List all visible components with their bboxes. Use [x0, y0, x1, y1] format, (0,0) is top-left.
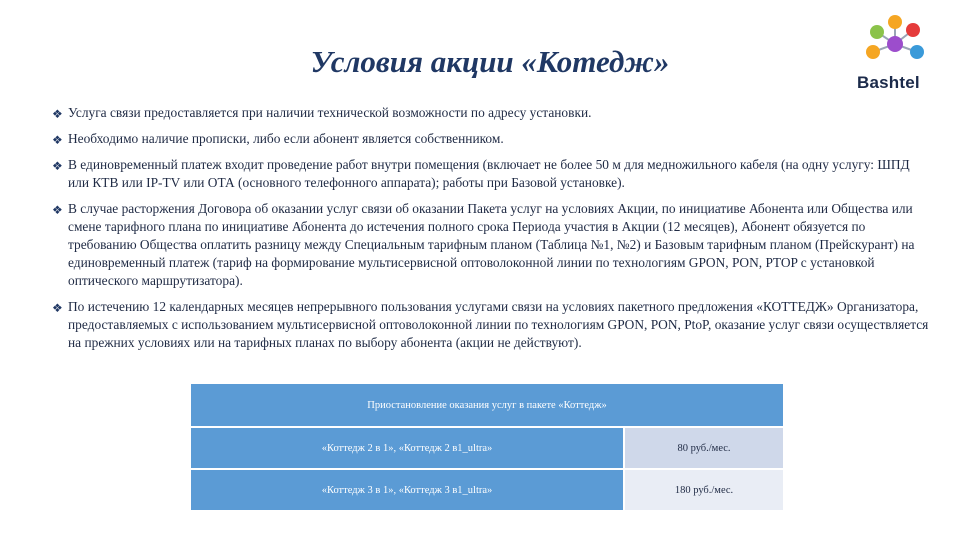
list-item — [52, 104, 932, 122]
diamond-bullet-icon: ❖ — [52, 203, 63, 217]
logo-segment — [888, 15, 902, 29]
package-name-cell: «Коттедж 3 в 1», «Коттедж 3 в1_ultra» — [191, 468, 625, 510]
price-cell: 180 руб./мес. — [625, 468, 783, 510]
list-item-text: В единовременный платеж входит проведение работ внутри помещения (включает не более 50 м для медножильного кабеля (на одну услугу: ШПД или КТВ или IP-TV или ОТА (основного телефонного аппарата); работы при Базовой установке). — [68, 157, 910, 190]
price-cell: 80 руб./мес. — [625, 428, 783, 468]
logo-segment — [887, 36, 903, 52]
table-header: Приостановление оказания услуг в пакете «Коттедж» — [191, 384, 783, 428]
list-item-text: По истечению 12 календарных месяцев непрерывного пользования услугами связи на условиях пакетного предложения «КОТТЕДЖ» Организатора, предоставляемых с использованием мультисервисной оптоволоконной линии по технологиям GPON, PON, PtoP, оказание услуг связи осуществляется на прежних условиях или на тарифных планах по выбору абонента (акции не действуют). — [68, 299, 929, 350]
list-item — [52, 130, 932, 148]
package-name-cell: «Коттедж 2 в 1», «Коттедж 2 в1_ultra» — [191, 428, 625, 468]
logo-segment — [866, 45, 880, 59]
diamond-bullet-icon: ❖ — [52, 107, 63, 121]
list-item — [52, 156, 932, 192]
diamond-bullet-icon: ❖ — [52, 301, 63, 315]
list-item — [52, 298, 932, 352]
logo-segment — [906, 23, 920, 37]
table-row — [191, 468, 783, 510]
diamond-bullet-icon: ❖ — [52, 159, 63, 173]
conditions-list — [52, 104, 932, 360]
logo-segment — [870, 25, 884, 39]
logo-segment — [910, 45, 924, 59]
list-item-text: Необходимо наличие прописки, либо если абонент является собственником. — [68, 131, 504, 146]
diamond-bullet-icon: ❖ — [52, 133, 63, 147]
list-item-text: Услуга связи предоставляется при наличии технической возможности по адресу установки. — [68, 105, 592, 120]
suspension-price-table — [191, 384, 783, 510]
list-item-text: В случае расторжения Договора об оказании услуг связи об оказании Пакета услуг на условиях Акции, по инициативе Абонента или Общества или смене тарифного плана по инициативе Абонента до истечения полного срока Периода участия в Акции (12 месяцев), Абонент обязуется по требованию Общества оплатить разницу между Специальным тарифным планом (Таблица №1, №2) и Базовым тарифным планом (Прейскурант) на единовременный платеж (тариф на формирование мультисервисной оптоволоконной линии по технологиям GPON, PON, PTOP с установкой оптического маршрутизатора). — [68, 201, 915, 288]
table-row — [191, 428, 783, 468]
logo-wordmark: Bashtel — [857, 73, 920, 92]
slide-title: Условия акции «Котедж» — [310, 44, 670, 79]
list-item — [52, 200, 932, 290]
